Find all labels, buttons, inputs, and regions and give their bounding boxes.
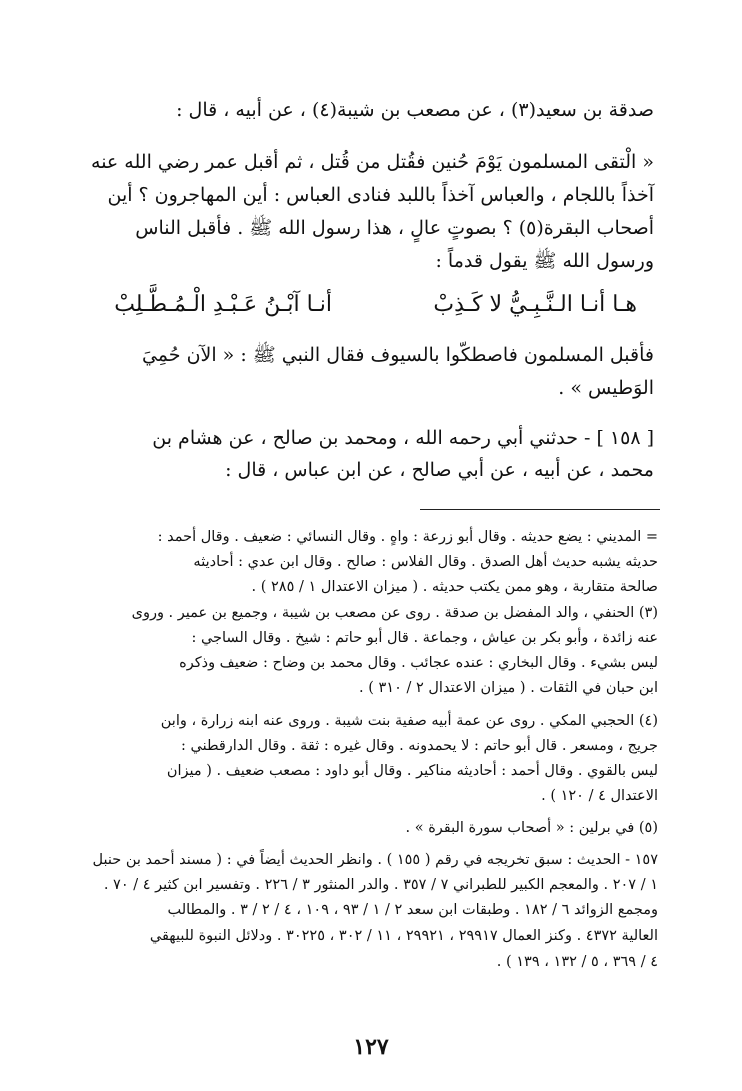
main-text-line: فأقبل المسلمون فاصطكّوا بالسيوف فقال النبي ﷺ : « الآن حُمِيَ xyxy=(141,344,654,366)
hadith-158-line: [ ١٥٨ ] - حدثني أبي رحمه الله ، ومحمد بن صالح ، عن هشام بن xyxy=(152,427,654,449)
main-text-line: « الْتقى المسلمون يَوْمَ حُنين فقُتل من قُتل ، ثم أقبل عمر رضي الله عنه xyxy=(91,151,654,173)
main-text-line: ورسول الله ﷺ يقول قدماً : xyxy=(435,250,654,272)
footnote-line: جريج ، ومسعر . قال أبو حاتم : لا يحمدونه . وقال غيره : ثقة . وقال الدارقطني : xyxy=(180,738,658,754)
footnote-line: ١ / ٢٠٧ . والمعجم الكبير للطبراني ٧ / ٣٥٧ . والدر المنثور ٣ / ٢٢٦ . وتفسير ابن كثير ٤ / ٧٠ . xyxy=(103,877,658,893)
footnote-line: ١٥٧ - الحديث : سبق تخريجه في رقم ( ١٥٥ ) . وانظر الحديث أيضاً في : ( مسند أحمد بن حنبل xyxy=(92,852,658,868)
footnote-line: حديثه يشبه حديث أهل الصدق . وقال الفلاس : صالح . وقال ابن عدي : أحاديثه xyxy=(193,554,658,570)
verse-second-hemistich: أنـا آبْـنُ عَـبْـدِ الْـمُـطَّـلِبْ xyxy=(114,292,332,317)
verse-first-hemistich: هـا أنـا الـنَّـبِـيُّ لا كَـذِبْ xyxy=(433,292,637,317)
footnote-line: ٤ / ٣٦٩ ، ٥ / ١٣٢ ، ١٣٩ ) . xyxy=(496,954,658,970)
footnote-line: عنه زائدة ، وأبو بكر بن عياش ، وجماعة . قال أبو حاتم : شيخ . وقال الساجي : xyxy=(191,630,658,646)
main-text-line: أصحاب البقرة(٥) ؟ بصوتٍ عالٍ ، هذا رسول الله ﷺ . فأقبل الناس xyxy=(135,217,654,239)
footnote-line: ابن حبان في الثقات . ( ميزان الاعتدال ٢ / ٣١٠ ) . xyxy=(359,680,658,696)
main-text-line: صدقة بن سعيد(٣) ، عن مصعب بن شيبة(٤) ، عن أبيه ، قال : xyxy=(176,99,654,121)
footnote-line: (٥) في برلين : « أصحاب سورة البقرة » . xyxy=(405,820,658,836)
main-text-line: آخذاً باللجام ، والعباس آخذاً باللبد فنادى العباس : أين المهاجرون ؟ أين xyxy=(107,184,654,206)
footnote-line: ليس بشيء . وقال البخاري : عنده عجائب . وقال محمد بن وضاح : ضعيف وذكره xyxy=(179,655,658,671)
footnote-line: ومجمع الزوائد ٦ / ١٨٢ . وطبقات ابن سعد ٢ / ١ / ٩٣ ، ١٠٩ ، ٤ / ٢ / ٣ . والمطالب xyxy=(167,902,658,918)
main-text-line: الوَطيس » . xyxy=(558,377,654,399)
hadith-158-line: محمد ، عن أبيه ، عن أبي صالح ، عن ابن عباس ، قال : xyxy=(225,459,654,481)
footnote-line: ليس بالقوي . وقال أحمد : أحاديثه مناكير . وقال أبو داود : مصعب ضعيف . ( ميزان xyxy=(166,763,658,779)
footnote-line: صالحة متقاربة ، وهو ممن يكتب حديثه . ( ميزان الاعتدال ١ / ٢٨٥ ) . xyxy=(251,579,658,595)
footnote-line: = المديني : يضع حديثه . وقال أبو زرعة : واهٍ . وقال النسائي : ضعيف . وقال أحمد : xyxy=(157,529,658,545)
footnote-line: (٤) الحجبي المكي . روى عن عمة أبيه صفية بنت شيبة . وروى عنه ابنه زرارة ، وابن xyxy=(160,713,658,729)
footnote-separator xyxy=(420,509,660,510)
footnote-line: (٣) الحنفي ، والد المفضل بن صدقة . روى عن مصعب بن شيبة ، وجميع بن عمير . وروى xyxy=(131,605,658,621)
footnote-line: الاعتدال ٤ / ١٢٠ ) . xyxy=(541,788,658,804)
footnote-line: العالية ٤٣٧٢ . وكنز العمال ٢٩٩١٧ ، ٢٩٩٢١ ، ١١ / ٣٠٢ ، ٣٠٢٢٥ . ودلائل النبوة للبيهقي xyxy=(149,928,658,944)
page-number: ١٢٧ xyxy=(353,1034,389,1060)
